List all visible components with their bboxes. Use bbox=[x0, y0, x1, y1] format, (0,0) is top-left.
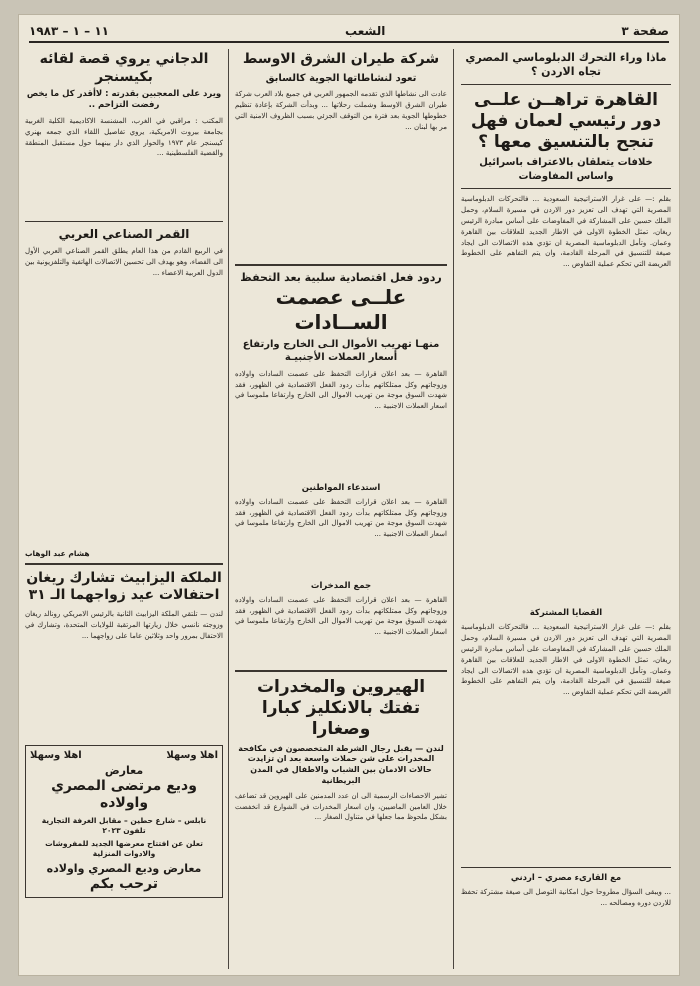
left-headline-queen-2: احتفالات عيد زواجهما الـ ٣١ bbox=[28, 587, 220, 604]
page-header bbox=[29, 21, 669, 43]
ad-company-name-2: معارض وديع المصري واولاده bbox=[46, 862, 202, 876]
middle-headline-sadat-main: علــى عصمت الســادات bbox=[275, 284, 407, 334]
ad-announcement: تعلن عن افتتاح معرضها الجديد للمفروشات والادوات المنزلية bbox=[45, 838, 203, 859]
ad-address: نابلس – شارع حطين – مقابل الغرفة التجارية تلفون ٢٠٢٣ bbox=[41, 815, 207, 835]
left-section-satellite: القمر الصناعي العربي bbox=[58, 226, 190, 241]
right-article-body-cont: بقلم :— على غرار الاستراتيجية السعودية ... فالتحركات الدبلوماسية المصرية التي تهدف الى تعزيز دور الاردن في مسيرة السلام، وحمل الملك حسين على المشاركة في المفاوضات على أساس مبادرة الرئيس ريغان، تمثل الخطوة الاولى في الاطار الجديد للعلاقات بين القاهرة وعمان. وتأمل الدبلوماسية المصرية ان تؤدي هذه الاتصالات الى ايجاد صيغة للتنسيق في المرحلة القادمة، وان يتم التفاهم على الخطوط العريضة التي تحكم عملية التفاوض ... bbox=[461, 623, 671, 697]
column-divider-right bbox=[453, 49, 454, 969]
right-section-title: القضايا المشتركة bbox=[529, 608, 603, 619]
left-body-satellite: في الربيع القادم من هذا العام يطلق القمر الصناعي العربي الأول الى الفضاء، وهو يهدف الى تحسين الاتصالات الهاتفية والتلفزيونية بين الدول العربية الاعضاء ... bbox=[25, 246, 223, 277]
middle-body-sadat: القاهرة — بعد اعلان قرارات التحفظ على عصمت السادات واولاده وزوجاتهم وكل ممتلكاتهم بدأت ردود الفعل الاقتصادية في الظهور، فقد شهدت السوق موجة من تهريب الاموال الى الخارج وارتفاعا ملموسا في اسعار العملات الاجنبية ... bbox=[235, 369, 447, 411]
right-headline: القاهرة تراهــن علــى دور رئيسي لعمان فهل تنجح بالتنسيق معها ؟ bbox=[470, 89, 662, 152]
right-kicker: ماذا وراء التحرك الدبلوماسي المصري تجاه الاردن ؟ bbox=[465, 51, 667, 78]
newspaper-page bbox=[18, 14, 680, 976]
left-sub-dajani: ويرد على المعجبين بقدرته : لاأقدر كل ما يخص رفضت التزاحم .. bbox=[26, 89, 222, 111]
middle-sub-airline: تعود لنشاطاتها الجوية كالسابق bbox=[265, 72, 417, 84]
right-subhead: خلافات يتعلقان بالاعتراف باسرائيل واساس المفاوضات bbox=[479, 157, 653, 182]
paper-name: الشعب bbox=[345, 24, 386, 38]
right-article-body: بقلم :— على غرار الاستراتيجية السعودية ... فالتحركات الدبلوماسية المصرية التي تهدف الى تعزيز دور الاردن في مسيرة السلام، وحمل الملك حسين على المشاركة في المفاوضات على أساس مبادرة الرئيس ريغان، تمثل الخطوة الاولى في الاطار الجديد للعلاقات بين القاهرة وعمان. وتأمل الدبلوماسية المصرية ان تؤدي هذه الاتصالات الى ايجاد صيغة للتنسيق في المرحلة القادمة، وان يتم التفاهم على الخطوط العريضة التي تحكم عملية التفاوض ... bbox=[461, 195, 671, 269]
right-bottom-body: ... ويبقى السؤال مطروحا حول امكانية التوصل الى صيغة مشتركة تحفظ للاردن دوره ومصالحه ... bbox=[461, 888, 671, 908]
ad-welcome-left: اهلا وسهلا bbox=[30, 749, 82, 761]
column-divider-left bbox=[228, 49, 229, 969]
left-headline-dajani: الدجاني يروي قصة لقائه بكيسنجر bbox=[39, 51, 209, 85]
ad-welcome-right: اهلا وسهلا bbox=[166, 749, 218, 761]
middle-sub-sadat: منهـا تهريب الأموال الـى الخارج وارتفاع أسعار العملات الأجنبيـة bbox=[242, 338, 440, 364]
middle-body-sadat-cont: القاهرة — بعد اعلان قرارات التحفظ على عصمت السادات واولاده وزوجاتهم وكل ممتلكاتهم بدأت ردود الفعل الاقتصادية في الظهور، فقد شهدت السوق موجة من تهريب الاموال الى الخارج وارتفاعا ملموسا في اسعار العملات الاجنبية ... bbox=[235, 497, 447, 539]
ad-welcome-text: ترحب بكم bbox=[89, 875, 159, 892]
right-bottom-label: مع القارىء مصري – اردني bbox=[510, 873, 622, 884]
middle-section-b: جمع المدخرات bbox=[310, 580, 372, 591]
left-headline-queen: الملكة اليزابيث تشارك ريغان bbox=[26, 569, 222, 586]
middle-headline-airline: شركة طيران الشرق الاوسط bbox=[242, 51, 440, 67]
left-body-dajani: المكتب : مراقبي في الغرب، المشنسة الاكاديمية الكلية الغربية بجامعة بيروت الامريكية، يروي تفاصيل اللقاء الذي جمعه بهنري كيسنجر عام ١٩٧٣ والحوار الذي دار بينهما حول مستقبل المنطقة والقضية الفلسطينية ... bbox=[25, 116, 223, 158]
middle-body-heroin: تشير الاحصاءات الرسمية الى ان عدد المدمنين على الهيروين قد تضاعف خلال العامين الماضيين، وان اسعار المخدرات في الشوارع قد انخفضت بشكل ملحوظ مما جعلها في متناول الصغار ... bbox=[235, 791, 447, 822]
advertisement-box bbox=[25, 745, 223, 899]
middle-section-a: استدعاء المواطنين bbox=[301, 482, 381, 493]
left-signature: هشام عبد الوهاب bbox=[25, 548, 90, 558]
ad-company-name: وديع مرتضى المصري واولاده bbox=[51, 777, 197, 812]
middle-sub-heroin: لندن — يقبل رجال الشرطة المتخصصون في مكافحة المخدرات على شن حملات واسعة بعد ان تزايدت حالات الادمان بين الشباب والاطفال في المدن البريطانية bbox=[238, 743, 444, 785]
page-number: صفحة ٣ bbox=[621, 24, 669, 38]
issue-date: ١١ – ١ – ١٩٨٣ bbox=[29, 24, 110, 38]
middle-body-sadat-cont2: القاهرة — بعد اعلان قرارات التحفظ على عصمت السادات واولاده وزوجاتهم وكل ممتلكاتهم بدأت ردود الفعل الاقتصادية في الظهور، فقد شهدت السوق موجة من تهريب الاموال الى الخارج وارتفاعا ملموسا في اسعار العملات الاجنبية ... bbox=[235, 595, 447, 637]
middle-body-airline: عادت الى نشاطها الذي تقدمه الجمهور العربي في جميع بلاد العرب شركة طيران الشرق الاوسط وشملت رحلاتها ... وبدأت الشركة بإعادة تنظيم خطوطها الجوية بعد فترة من التوقف الجزئي بسبب الظروف الامنية التي مر بها لبنان ... bbox=[235, 90, 447, 131]
middle-headline-sadat: ردود فعل اقتصادية سلبية بعد التحفظ bbox=[240, 271, 442, 284]
middle-headline-heroin: الهيروين والمخدرات تفتك بالانكليز كبارا وصغارا bbox=[256, 676, 426, 740]
middle-column bbox=[235, 51, 447, 969]
left-column bbox=[25, 51, 223, 969]
right-column bbox=[461, 51, 671, 969]
ad-label: معارض bbox=[104, 763, 144, 777]
left-body-queen: لندن — تلتقي الملكة اليزابيث الثانية بالرئيس الامريكي رونالد ريغان وزوجته نانسي خلال زيارتها المرتقبة للولايات المتحدة، وتشارك في الاحتفال بمرور واحد وثلاثين عاما على زواجهما ... bbox=[25, 609, 223, 640]
